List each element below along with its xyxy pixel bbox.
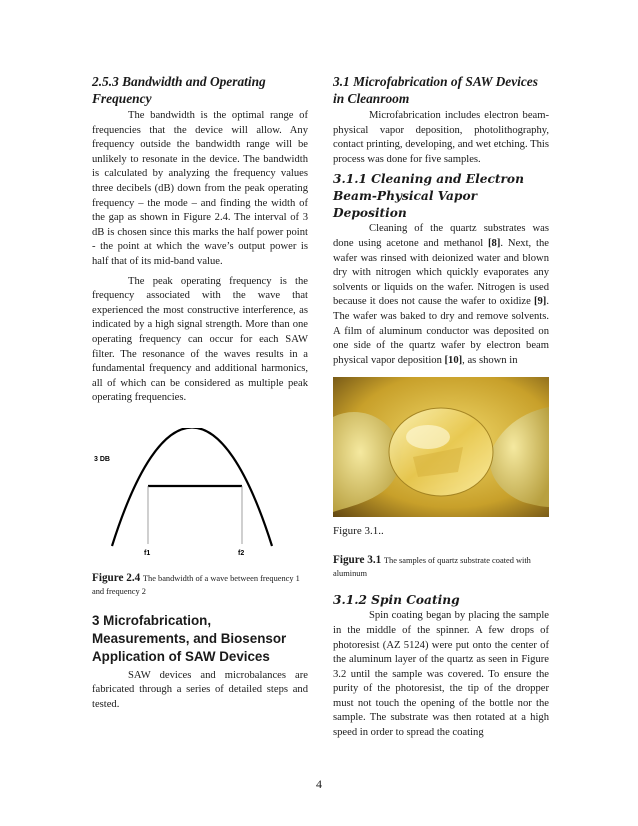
label-3db: 3 DB: [94, 455, 110, 463]
s311-text-a: Cleaning of the quartz substrates was done using acetone and methanol: [333, 223, 549, 249]
figure-2-4-caption: [92, 572, 308, 598]
figure-2-4-caption-text: The bandwidth of a wave between frequency 1 and frequency 2: [92, 573, 300, 596]
section-3-1-1-paragraph: [333, 222, 549, 368]
s311-text-b: . Next, the wafer was rinsed with deionized water and blown dry with nitrogen which quickly evaporates any solvents or liquids on the wafer. Nitrogen is used because it does not cause the wafer to oxidize: [333, 237, 549, 308]
citation-10[interactable]: [10]: [444, 354, 463, 366]
wafer-highlight: [406, 425, 450, 449]
section-2-5-3-paragraph-1: The bandwidth is the optimal range of frequencies that the device will allow. Any frequency outside the bandwidth range will be unlikely to resonate in the device. The bandwidth is calculated by analyzing the frequency values three decibels (dB) down from the peak operating frequency – the mode – and finding the width of the gap as shown in Figure 2.4. The interval of 3 dB is chosen since this marks the half power point - the point at which the wave’s output power is half that of its mid-band value.: [92, 110, 308, 267]
figure-2-4-caption-label: Figure 2.4: [92, 571, 141, 584]
section-3-heading: 3 Microfabrication, Measurements, and Biosensor Application of SAW Devices: [92, 612, 287, 664]
s311-text-c: . The wafer was baked to dry and remove solvents. A film of aluminum conductor was deposited on one side of the quartz wafer by electron beam physical vapor deposition: [333, 296, 549, 366]
quartz-wafer-photo: [333, 377, 549, 517]
section-3-1-2-heading: 3.1.2 Spin Coating: [333, 593, 460, 608]
figure-3-1-caption-text: The samples of quartz substrate coated with aluminum: [333, 556, 531, 579]
section-2-5-3-paragraph-2: The peak operating frequency is the frequency associated with the wave that experienced the most constructive interference, as indicated by a high signal strength. More than one operating frequency can occur for each SAW filter. The resonance of the waves results in a fundamental frequency and additional harmonics, all of which can be considered as multiple peak operating frequencies.: [92, 275, 308, 404]
left-column: [92, 74, 308, 713]
section-3-1-1-heading: 3.1.1 Cleaning and Electron Beam-Physical Vapor Deposition: [333, 172, 524, 221]
section-3-paragraph: SAW devices and microbalances are fabricated through a series of detailed steps and tested.: [92, 669, 308, 711]
section-3-1-2-paragraph: Spin coating began by placing the sample in the middle of the spinner. A few drops of photoresist (AZ 5124) were put onto the center of the aluminum layer of the quartz as seen in Figure 3.2 until the sample was covered. To ensure the purity of the photoresist, the tip of the dropper must not touch the opening of the bottle nor the sample. The substrate was then rotated at a high speed in order to spread the coating: [333, 610, 549, 739]
label-f2: f2: [238, 549, 245, 557]
figure-2-4-bandwidth-diagram: [92, 428, 308, 558]
s311-text-d: , as shown in: [462, 354, 518, 366]
bandwidth-curve-svg: [92, 428, 308, 558]
citation-8[interactable]: [8]: [488, 237, 501, 249]
label-f1: f1: [144, 549, 151, 557]
section-3-1-heading: 3.1 Microfabrication of SAW Devices in Cleanroom: [333, 74, 538, 106]
right-column: [333, 74, 549, 741]
section-3-1-paragraph: Microfabrication includes electron beam-physical vapor deposition, photolithography, contact printing, developing, and wet etching. This process was done for five samples.: [333, 110, 549, 165]
figure-3-1-photo: [333, 377, 549, 522]
section-2-5-3-heading: 2.5.3 Bandwidth and Operating Frequency: [92, 74, 266, 106]
figure-3-1-caption: [333, 554, 549, 580]
page-number: 4: [316, 777, 322, 791]
figure-3-1-sub-caption: Figure 3.1..: [333, 525, 384, 538]
citation-9[interactable]: [9]: [533, 296, 547, 308]
figure-3-1-caption-label: Figure 3.1: [333, 554, 382, 567]
